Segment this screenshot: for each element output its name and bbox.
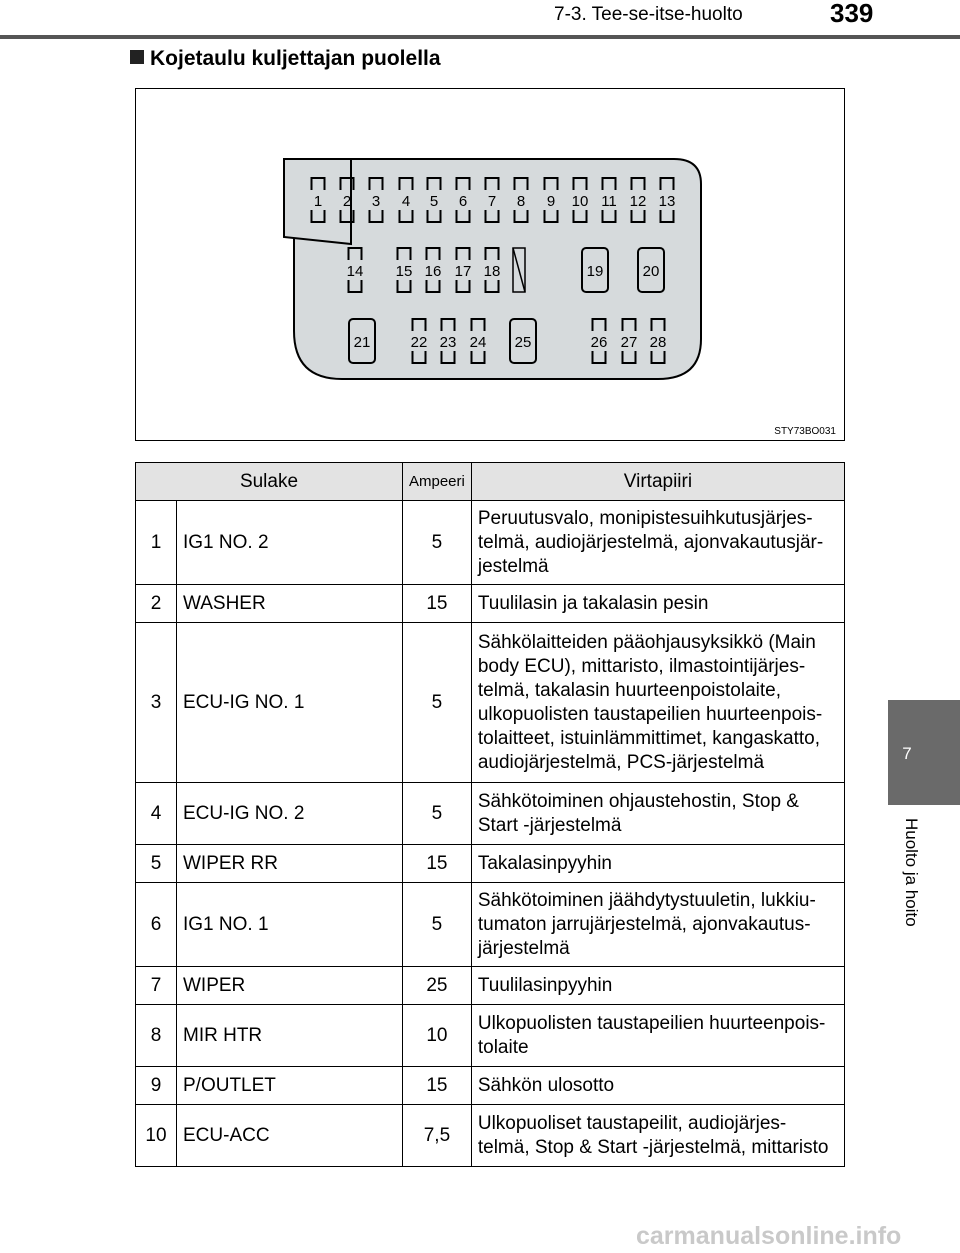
fuse-label: 17 [454, 263, 472, 280]
fuse-panel-illustration [136, 89, 846, 442]
fuse-table [135, 462, 845, 1167]
fuse-ampere: 5 [403, 623, 472, 783]
chapter-title: Huolto ja hoito [902, 818, 921, 927]
fuse-ampere: 15 [403, 845, 472, 883]
fuse-label: 19 [586, 263, 604, 280]
fuse-label: 24 [469, 334, 487, 351]
table-header-row [136, 463, 845, 501]
table-row [136, 585, 845, 623]
section-title-text: Kojetaulu kuljettajan puolella [150, 47, 441, 70]
figure-code: STY73BO031 [774, 426, 836, 437]
column-header-ampere: Ampeeri [403, 463, 472, 501]
section-title [130, 47, 441, 71]
fuse-circuit: Ulkopuoliset taustapeilit, audiojärjes- telmä, Stop & Start -järjestelmä, mittaristo [471, 1105, 844, 1167]
fuse-label: 10 [571, 193, 589, 210]
fuse-label: 6 [458, 193, 468, 210]
fuse-label: 18 [483, 263, 501, 280]
fuse-number: 8 [136, 1005, 177, 1067]
table-row [136, 501, 845, 585]
fuse-label: 28 [649, 334, 667, 351]
table-row [136, 967, 845, 1005]
fuse-name: WASHER [177, 585, 403, 623]
fuse-label: 26 [590, 334, 608, 351]
table-row [136, 623, 845, 783]
fuse-name: WIPER [177, 967, 403, 1005]
square-bullet-icon [130, 50, 144, 64]
fuse-label: 1 [313, 193, 323, 210]
fuse-label: 27 [620, 334, 638, 351]
page-number: 339 [830, 0, 874, 28]
fuse-label: 22 [410, 334, 428, 351]
fuse-label: 21 [353, 334, 371, 351]
fuse-number: 2 [136, 585, 177, 623]
fuse-name: WIPER RR [177, 845, 403, 883]
fuse-number: 10 [136, 1105, 177, 1167]
watermark: carmanualsonline.info [636, 1222, 902, 1250]
table-row [136, 1067, 845, 1105]
fuse-name: IG1 NO. 2 [177, 501, 403, 585]
chapter-title-vertical [893, 818, 923, 948]
fuse-label: 5 [429, 193, 439, 210]
chapter-number: 7 [902, 744, 912, 763]
fuse-circuit: Ulkopuolisten taustapeilien huurteenpois- tolaite [471, 1005, 844, 1067]
fuse-label: 13 [658, 193, 676, 210]
fuse-label: 15 [395, 263, 413, 280]
fuse-ampere: 7,5 [403, 1105, 472, 1167]
fuse-box-diagram [135, 88, 845, 441]
fuse-circuit: Sähkötoiminen ohjaustehostin, Stop & Start -järjestelmä [471, 783, 844, 845]
fuse-number: 9 [136, 1067, 177, 1105]
fuse-name: ECU-IG NO. 2 [177, 783, 403, 845]
fuse-ampere: 5 [403, 783, 472, 845]
table-row [136, 845, 845, 883]
fuse-label: 16 [424, 263, 442, 280]
fuse-number: 3 [136, 623, 177, 783]
fuse-name: P/OUTLET [177, 1067, 403, 1105]
fuse-ampere: 10 [403, 1005, 472, 1067]
fuse-name: ECU-ACC [177, 1105, 403, 1167]
fuse-number: 7 [136, 967, 177, 1005]
fuse-circuit: Sähkölaitteiden pääohjausyksikkö (Main body ECU), mittaristo, ilmastointijärjes- telmä, takalasin huurteenpoistolaite, ulkopuolisten taustapeilien huurteenpois- tolaitteet, istuinlämmittimet, kangaskatto, audiojärjestelmä, PCS-järjestelmä [471, 623, 844, 783]
fuse-name: ECU-IG NO. 1 [177, 623, 403, 783]
fuse-label: 4 [401, 193, 411, 210]
fuse-circuit: Sähkön ulosotto [471, 1067, 844, 1105]
fuse-ampere: 15 [403, 1067, 472, 1105]
fuse-ampere: 25 [403, 967, 472, 1005]
fuse-ampere: 5 [403, 883, 472, 967]
fuse-number: 5 [136, 845, 177, 883]
chapter-tab [888, 700, 960, 805]
fuse-name: IG1 NO. 1 [177, 883, 403, 967]
fuse-circuit: Tuulilasinpyyhin [471, 967, 844, 1005]
fuse-number: 6 [136, 883, 177, 967]
fuse-label: 25 [514, 334, 532, 351]
fuse-ampere: 5 [403, 501, 472, 585]
fuse-ampere: 15 [403, 585, 472, 623]
fuse-circuit: Sähkötoiminen jäähdytystuuletin, lukkiu- tumaton jarrujärjestelmä, ajonvakautus- järjestelmä [471, 883, 844, 967]
table-row [136, 783, 845, 845]
fuse-label: 3 [371, 193, 381, 210]
fuse-circuit: Peruutusvalo, monipistesuihkutusjärjes- telmä, audiojärjestelmä, ajonvakautusjär- jestelmä [471, 501, 844, 585]
table-row [136, 1005, 845, 1067]
fuse-number: 4 [136, 783, 177, 845]
fuse-label: 20 [642, 263, 660, 280]
fuse-number: 1 [136, 501, 177, 585]
fuse-label: 2 [342, 193, 352, 210]
fuse-name: MIR HTR [177, 1005, 403, 1067]
column-header-circuit: Virtapiiri [471, 463, 844, 501]
header-rule [0, 35, 960, 39]
fuse-label: 14 [346, 263, 364, 280]
fuse-circuit: Takalasinpyyhin [471, 845, 844, 883]
column-header-fuse: Sulake [136, 463, 403, 501]
fuse-label: 8 [516, 193, 526, 210]
table-row [136, 1105, 845, 1167]
fuse-label: 7 [487, 193, 497, 210]
fuse-label: 23 [439, 334, 457, 351]
fuse-label: 11 [601, 193, 617, 210]
fuse-label: 9 [546, 193, 556, 210]
table-row [136, 883, 845, 967]
fuse-circuit: Tuulilasin ja takalasin pesin [471, 585, 844, 623]
fuse-label: 12 [629, 193, 647, 210]
header-section: 7-3. Tee-se-itse-huolto [554, 4, 743, 25]
